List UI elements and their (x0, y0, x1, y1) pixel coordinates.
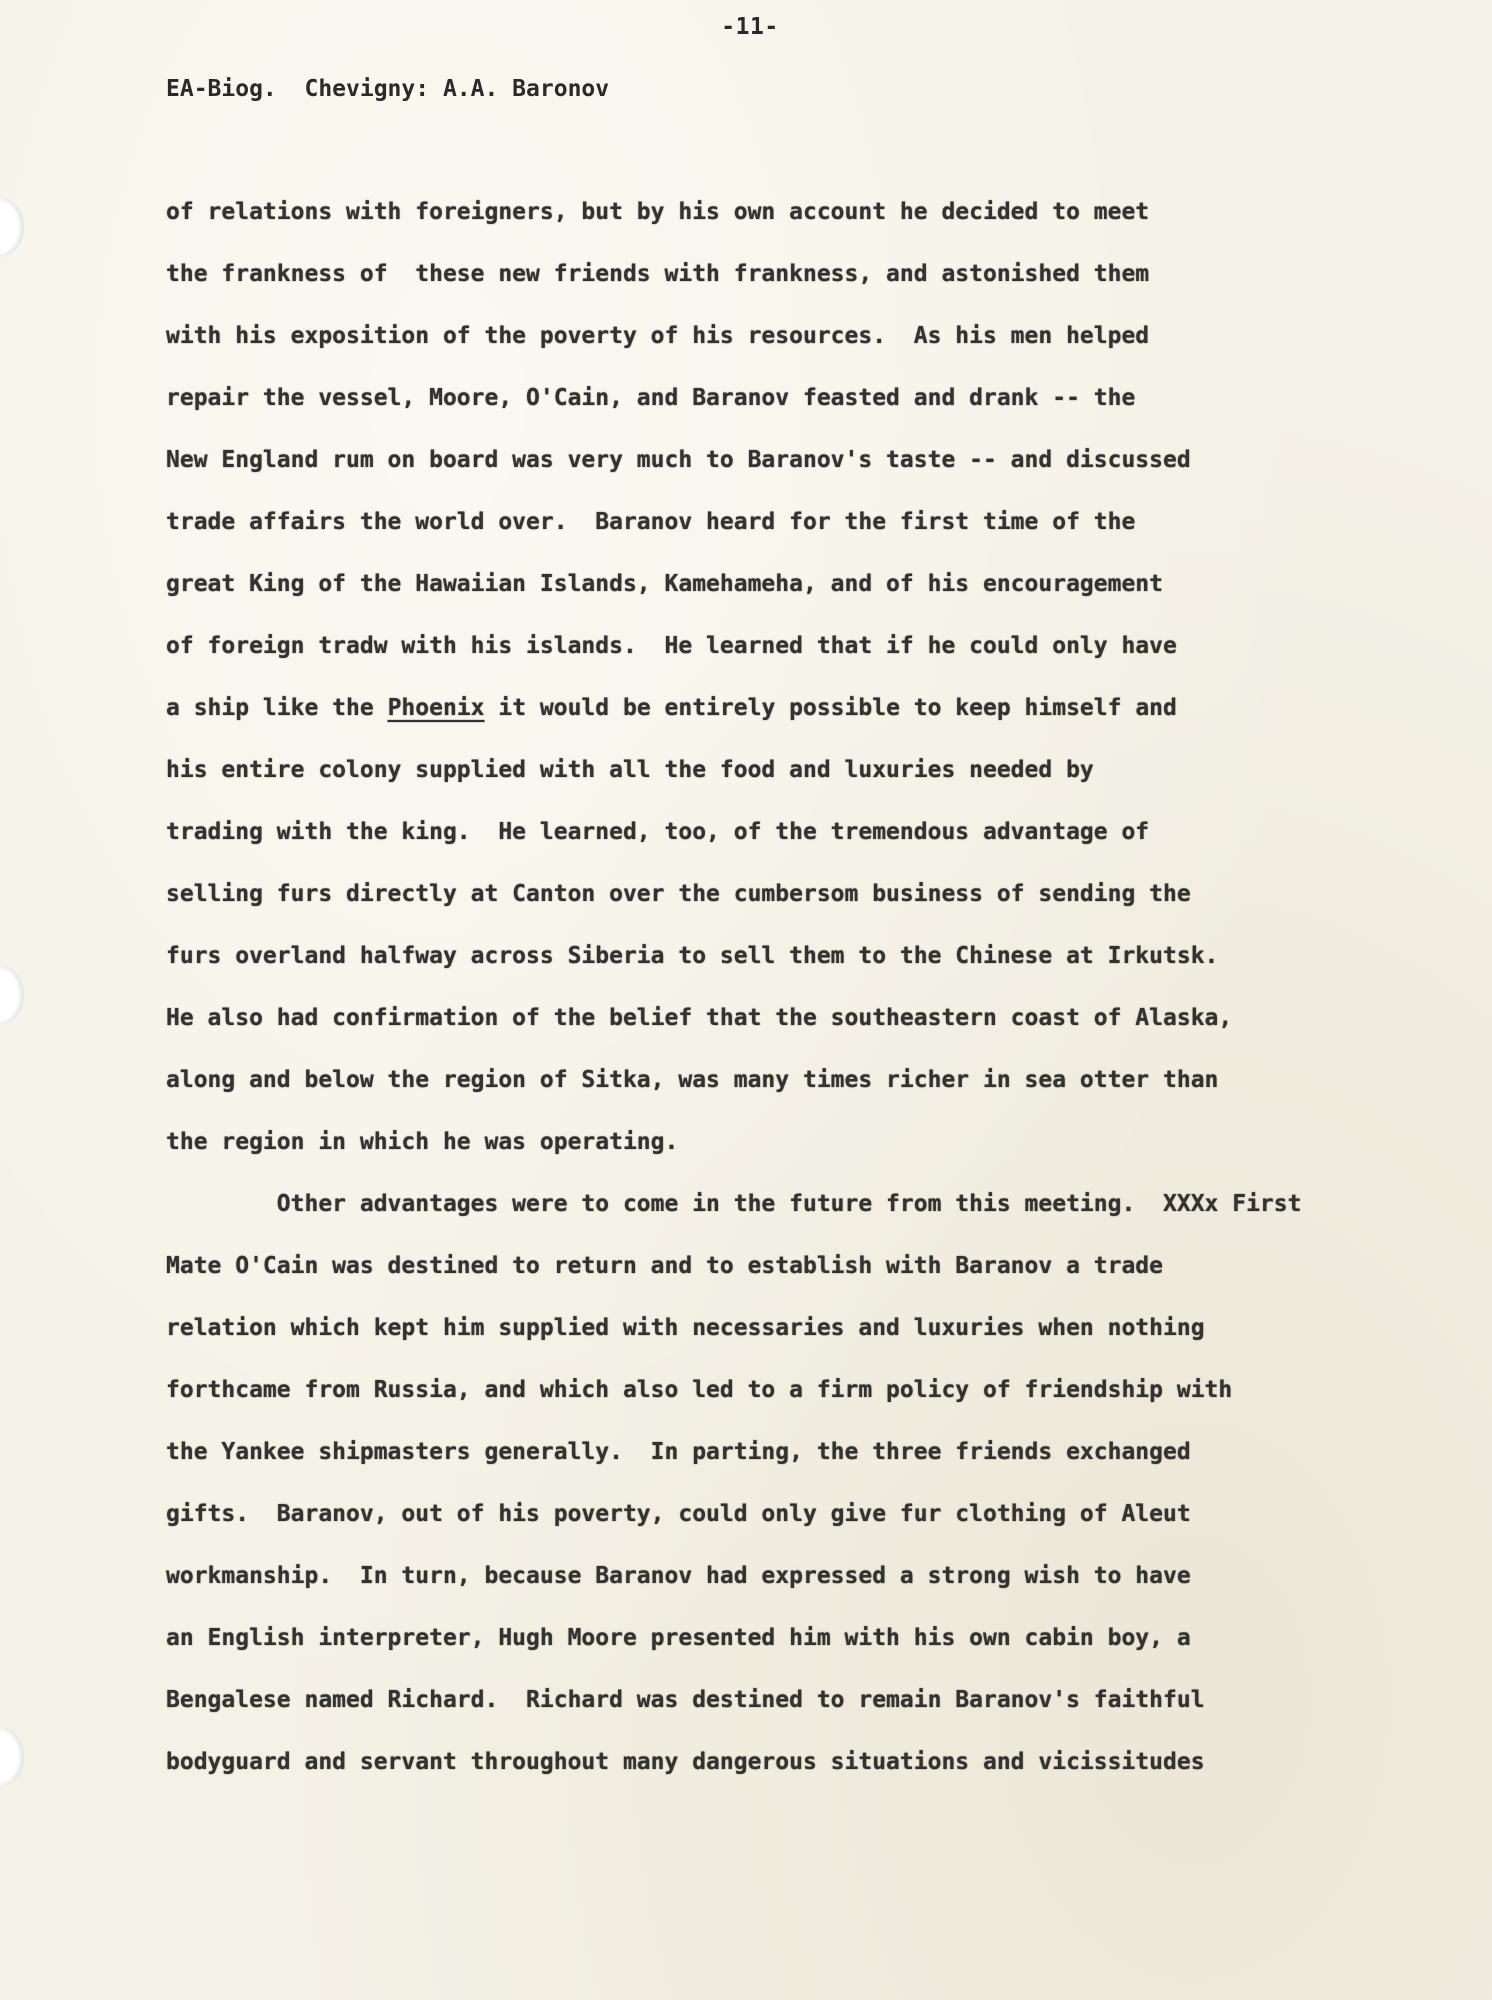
text-segment: a ship like the (166, 695, 388, 721)
ship-name-underlined: Phoenix (387, 695, 485, 721)
text-line: Mate O'Cain was destined to return and to establish with Baranov a trade (166, 1253, 1163, 1279)
punch-hole (0, 198, 24, 256)
text-line: repair the vessel, Moore, O'Cain, and Baranov feasted and drank -- the (166, 385, 1136, 411)
text-line: Other advantages were to come in the future from this meeting. XXXx First (166, 1191, 1302, 1217)
text-line (166, 690, 1396, 752)
text-line: the Yankee shipmasters generally. In parting, the three friends exchanged (166, 1439, 1191, 1465)
page-number: -11- (721, 14, 779, 40)
text-line: trading with the king. He learned, too, of the tremendous advantage of (166, 819, 1150, 845)
text-line: Bengalese named Richard. Richard was destined to remain Baranov's faithful (166, 1687, 1205, 1713)
text-line: of relations with foreigners, but by his own account he decided to meet (166, 199, 1150, 225)
text-line: workmanship. In turn, because Baranov had expressed a strong wish to have (166, 1563, 1191, 1589)
body-text (166, 194, 1396, 1806)
text-segment: it would be entirely possible to keep himself and (484, 695, 1177, 721)
text-line: along and below the region of Sitka, was many times richer in sea otter than (166, 1067, 1219, 1093)
text-line: great King of the Hawaiian Islands, Kamehameha, and of his encouragement (166, 571, 1163, 597)
text-line: furs overland halfway across Siberia to sell them to the Chinese at Irkutsk. (166, 943, 1219, 969)
text-line: an English interpreter, Hugh Moore presented him with his own cabin boy, a (166, 1625, 1191, 1651)
document-header: EA-Biog. Chevigny: A.A. Baronov (166, 76, 610, 102)
text-line: He also had confirmation of the belief that the southeastern coast of Alaska, (166, 1005, 1233, 1031)
text-line: the frankness of these new friends with frankness, and astonished them (166, 261, 1150, 287)
text-line: his entire colony supplied with all the food and luxuries needed by (166, 757, 1094, 783)
text-line: bodyguard and servant throughout many dangerous situations and vicissitudes (166, 1749, 1205, 1775)
punch-hole (0, 1728, 24, 1786)
text-line: with his exposition of the poverty of his resources. As his men helped (166, 323, 1150, 349)
text-line: the region in which he was operating. (166, 1129, 679, 1155)
text-line: gifts. Baranov, out of his poverty, could only give fur clothing of Aleut (166, 1501, 1191, 1527)
punch-hole (0, 966, 24, 1024)
text-line: of foreign tradw with his islands. He learned that if he could only have (166, 633, 1177, 659)
text-line: New England rum on board was very much to Baranov's taste -- and discussed (166, 447, 1191, 473)
text-line: forthcame from Russia, and which also led to a firm policy of friendship with (166, 1377, 1233, 1403)
text-line: trade affairs the world over. Baranov heard for the first time of the (166, 509, 1136, 535)
text-line: relation which kept him supplied with necessaries and luxuries when nothing (166, 1315, 1205, 1341)
text-line: selling furs directly at Canton over the cumbersom business of sending the (166, 881, 1191, 907)
